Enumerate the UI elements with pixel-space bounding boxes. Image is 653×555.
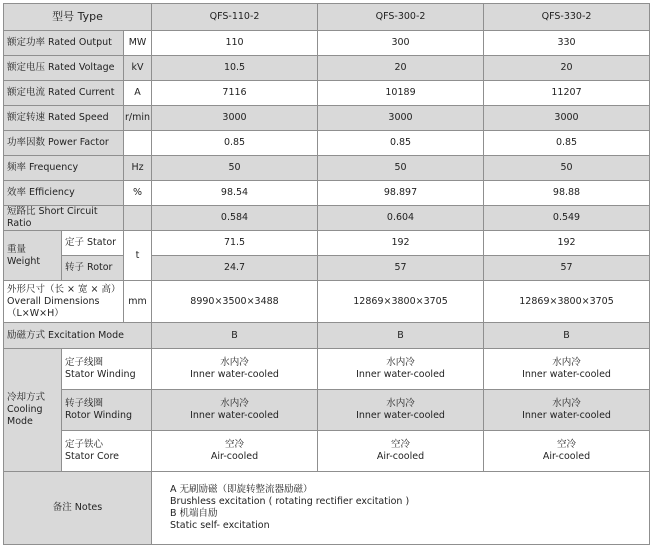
row-label: 额定转速 Rated Speed (4, 106, 124, 131)
cooling-value (152, 390, 318, 431)
row-value: 98.54 (152, 181, 318, 206)
cooling-value-en: Inner water-cooled (190, 410, 279, 421)
row-value: 110 (152, 31, 318, 56)
spec-row-power-factor (4, 131, 650, 156)
weight-unit: t (124, 231, 152, 281)
row-value: 0.85 (152, 131, 318, 156)
row-value: 12869×3800×3705 (318, 281, 484, 323)
row-label: 效率 Efficiency (4, 181, 124, 206)
spec-table (3, 3, 650, 545)
cooling-label-en: Cooling Mode (7, 404, 43, 427)
row-value: 98.897 (318, 181, 484, 206)
cooling-item-label-en: Rotor Winding (65, 410, 133, 421)
row-label: 频率 Frequency (4, 156, 124, 181)
cooling-value-en: Air-cooled (542, 451, 591, 462)
cooling-value (152, 349, 318, 390)
row-value: 98.88 (484, 181, 650, 206)
row-value: 330 (484, 31, 650, 56)
row-label: 额定电流 Rated Current (4, 81, 124, 106)
cooling-value-en: Inner water-cooled (190, 369, 279, 380)
spec-row-frequency (4, 156, 650, 181)
cooling-item-label-cn: 转子线圈 (65, 398, 104, 409)
row-value: 50 (318, 156, 484, 181)
spec-row-rated-speed (4, 106, 650, 131)
model-header: QFS-300-2 (318, 4, 484, 31)
spec-row-weight-stator (4, 231, 650, 256)
row-unit: MW (124, 31, 152, 56)
cooling-value-cn: 水内冷 (552, 357, 581, 368)
spec-row-cooling-rotor-winding (4, 390, 650, 431)
row-value: 20 (484, 56, 650, 81)
row-value: 10.5 (152, 56, 318, 81)
row-value: B (318, 323, 484, 349)
cooling-value-cn: 空冷 (225, 439, 245, 450)
spec-row-cooling-stator-winding (4, 349, 650, 390)
cooling-value-cn: 水内冷 (386, 398, 415, 409)
row-value: 3000 (152, 106, 318, 131)
spec-row-short-circuit-ratio (4, 206, 650, 231)
row-value: 3000 (484, 106, 650, 131)
spec-row-weight-rotor (4, 256, 650, 281)
cooling-value (484, 349, 650, 390)
row-value: 192 (318, 231, 484, 256)
weight-label-cn: 重量 (7, 243, 27, 255)
row-label: 功率因数 Power Factor (4, 131, 124, 156)
cooling-value (318, 390, 484, 431)
notes-line: A 无刷励磁（即旋转整流器励磁） (170, 484, 313, 495)
row-value: 50 (152, 156, 318, 181)
row-unit (124, 206, 152, 231)
row-unit (124, 131, 152, 156)
dimensions-label-cn: 外形尺寸（长 × 宽 × 高） (7, 283, 121, 295)
row-value: 50 (484, 156, 650, 181)
cooling-value (484, 431, 650, 472)
row-value: 7116 (152, 81, 318, 106)
model-header: QFS-110-2 (152, 4, 318, 31)
weight-stator-label: 定子 Stator (62, 231, 124, 256)
cooling-item-label (62, 431, 152, 472)
cooling-item-label-cn: 定子线圈 (65, 357, 104, 368)
row-value: 0.604 (318, 206, 484, 231)
spec-row-excitation (4, 323, 650, 349)
row-value: 11207 (484, 81, 650, 106)
weight-label-en: Weight (7, 255, 41, 267)
cooling-value (318, 431, 484, 472)
row-label: 短路比 Short Circuit Ratio (4, 206, 124, 231)
row-value: B (484, 323, 650, 349)
cooling-value-en: Inner water-cooled (356, 410, 445, 421)
cooling-value (152, 431, 318, 472)
row-value: 57 (318, 256, 484, 281)
row-unit: mm (124, 281, 152, 323)
row-unit: % (124, 181, 152, 206)
cooling-value-cn: 水内冷 (386, 357, 415, 368)
row-value: 24.7 (152, 256, 318, 281)
cooling-value-en: Inner water-cooled (522, 369, 611, 380)
dimensions-label (4, 281, 124, 323)
cooling-item-label (62, 349, 152, 390)
row-value: 0.584 (152, 206, 318, 231)
row-value: 71.5 (152, 231, 318, 256)
notes-line: Brushless excitation ( rotating rectifier excitation ) (170, 496, 410, 507)
header-row (4, 4, 650, 31)
spec-row-efficiency (4, 181, 650, 206)
row-value: 0.85 (318, 131, 484, 156)
row-value: 8990×3500×3488 (152, 281, 318, 323)
notes-content (152, 472, 650, 545)
notes-line: Static self- excitation (170, 520, 270, 531)
dimensions-label-lwh: （L×W×H） (7, 307, 64, 319)
cooling-item-label (62, 390, 152, 431)
type-header: 型号 Type (4, 4, 152, 31)
spec-row-cooling-stator-core (4, 431, 650, 472)
notes-label: 备注 Notes (4, 472, 152, 545)
dimensions-label-en: Overall Dimensions (7, 295, 100, 307)
row-value: 0.549 (484, 206, 650, 231)
row-value: 3000 (318, 106, 484, 131)
row-value: 10189 (318, 81, 484, 106)
weight-label (4, 231, 62, 281)
row-value: 57 (484, 256, 650, 281)
cooling-item-label-en: Stator Core (65, 451, 120, 462)
row-label: 额定电压 Rated Voltage (4, 56, 124, 81)
cooling-label (4, 349, 62, 472)
cooling-value-cn: 空冷 (391, 439, 411, 450)
cooling-value-cn: 水内冷 (552, 398, 581, 409)
row-unit: r/min (124, 106, 152, 131)
excitation-label: 励磁方式 Excitation Mode (4, 323, 152, 349)
row-label: 额定功率 Rated Output (4, 31, 124, 56)
cooling-item-label-cn: 定子铁心 (65, 439, 104, 450)
row-value: 12869×3800×3705 (484, 281, 650, 323)
cooling-value-en: Air-cooled (376, 451, 425, 462)
row-value: 20 (318, 56, 484, 81)
cooling-value (484, 390, 650, 431)
cooling-value-en: Inner water-cooled (356, 369, 445, 380)
notes-line: B 机端自励 (170, 508, 218, 519)
cooling-value-en: Inner water-cooled (522, 410, 611, 421)
row-unit: Hz (124, 156, 152, 181)
row-unit: A (124, 81, 152, 106)
cooling-item-label-en: Stator Winding (65, 369, 136, 380)
cooling-value-cn: 空冷 (557, 439, 577, 450)
row-value: 300 (318, 31, 484, 56)
spec-row-notes (4, 472, 650, 545)
cooling-value-en: Air-cooled (210, 451, 259, 462)
spec-row-rated-current (4, 81, 650, 106)
spec-row-rated-voltage (4, 56, 650, 81)
cooling-value-cn: 水内冷 (220, 357, 249, 368)
row-value: 192 (484, 231, 650, 256)
spec-row-rated-output (4, 31, 650, 56)
cooling-value-cn: 水内冷 (220, 398, 249, 409)
row-value: B (152, 323, 318, 349)
weight-rotor-label: 转子 Rotor (62, 256, 124, 281)
spec-row-dimensions (4, 281, 650, 323)
row-unit: kV (124, 56, 152, 81)
model-header: QFS-330-2 (484, 4, 650, 31)
cooling-value (318, 349, 484, 390)
cooling-label-cn: 冷却方式 (7, 392, 46, 403)
row-value: 0.85 (484, 131, 650, 156)
